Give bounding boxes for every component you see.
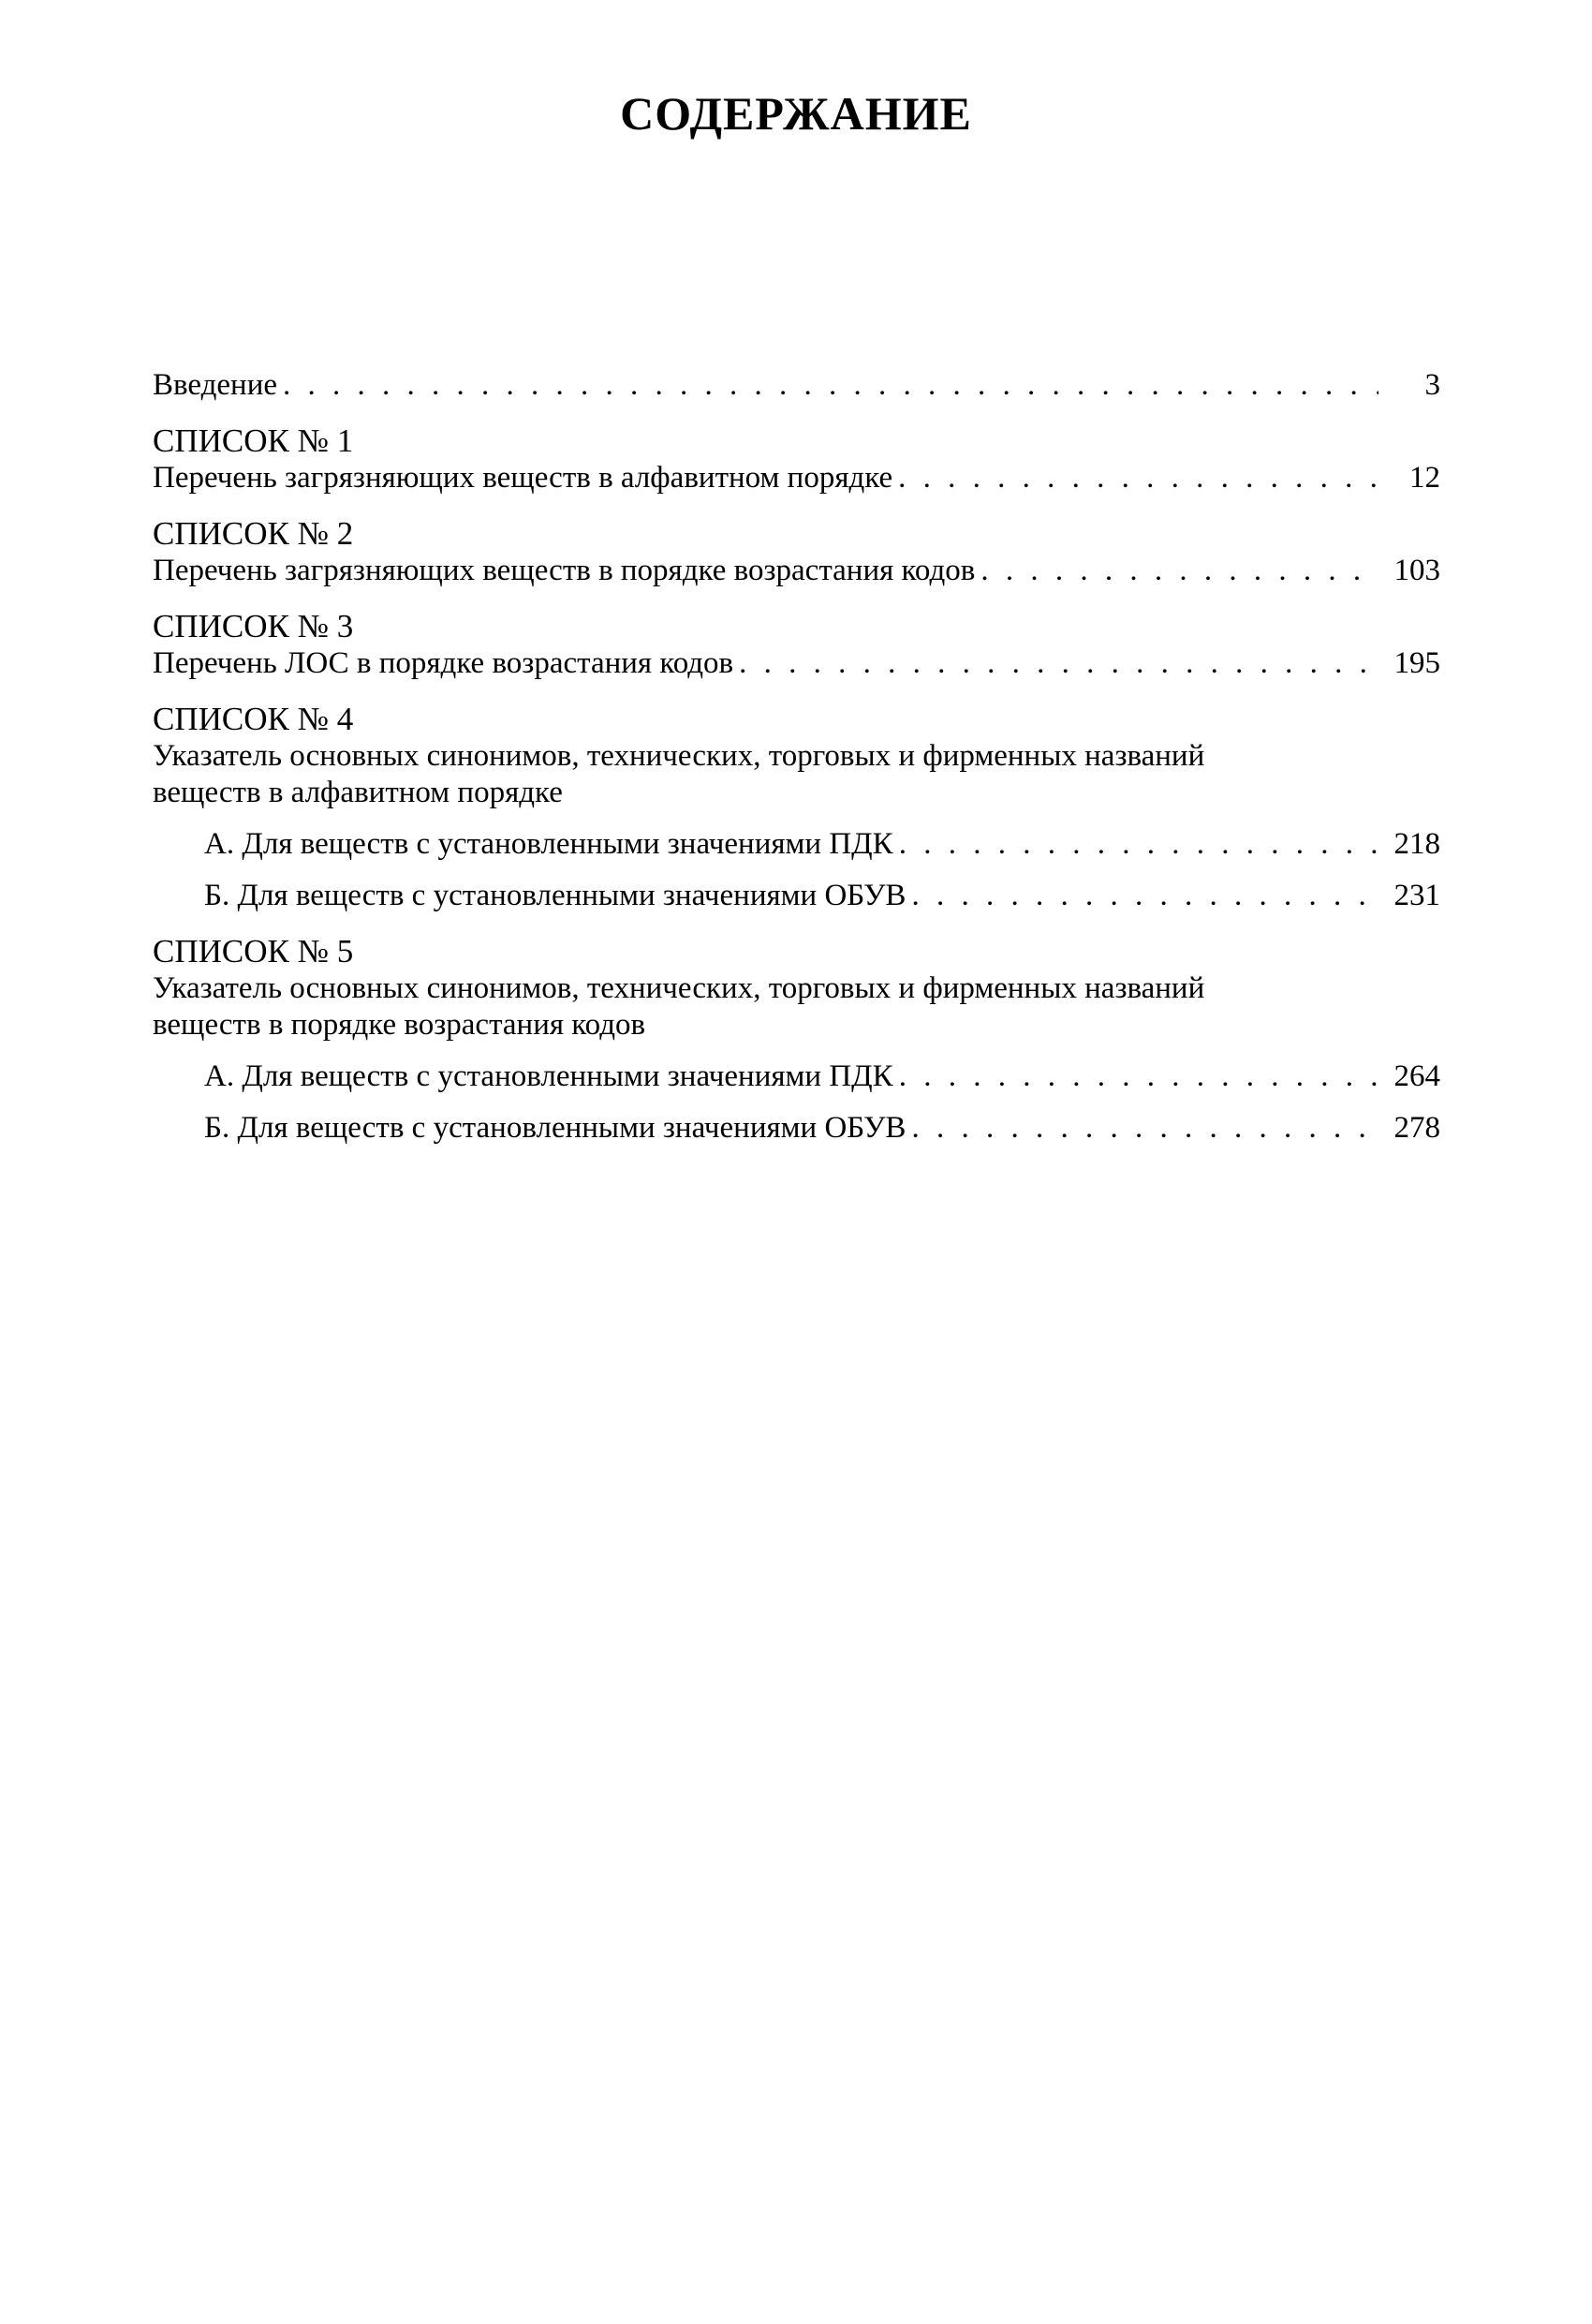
- toc-subentry[interactable]: [153, 1110, 1440, 1147]
- list-heading: СПИСОК № 2: [153, 515, 354, 552]
- dot-leader: [283, 367, 1378, 404]
- page-number: 195: [1393, 646, 1440, 680]
- toc-entry-list-5: [153, 933, 1440, 1147]
- toc-subentry[interactable]: [153, 1058, 1440, 1095]
- toc-entry-list-2: [153, 515, 1440, 589]
- list-heading: СПИСОК № 5: [153, 933, 354, 970]
- page-number: 3: [1424, 368, 1440, 402]
- toc-entry-list-1: [153, 422, 1440, 496]
- dot-leader: [980, 553, 1378, 589]
- toc-entry-label: А. Для веществ с установленными значениями ПДК: [204, 827, 893, 861]
- list-description: Указатель основных синонимов, технических, торговых и фирменных названий: [153, 739, 1205, 773]
- toc-entry-label: Перечень ЛОС в порядке возрастания кодов: [153, 646, 734, 680]
- toc-entry-label: А. Для веществ с установленными значениями ПДК: [204, 1059, 893, 1093]
- dot-leader: [911, 1110, 1378, 1147]
- toc-subentry[interactable]: [153, 826, 1440, 863]
- page-number: 12: [1409, 461, 1440, 495]
- toc-entry-label: Введение: [153, 368, 278, 402]
- toc-line[interactable]: [153, 367, 1440, 404]
- page-number: 218: [1393, 827, 1440, 861]
- toc-entry-list-4: [153, 701, 1440, 914]
- toc-entry-intro: [153, 367, 1440, 404]
- table-of-contents: [153, 367, 1440, 1147]
- list-description: Указатель основных синонимов, технических, торговых и фирменных названий: [153, 971, 1205, 1005]
- page-number: 278: [1393, 1111, 1440, 1145]
- list-heading: СПИСОК № 3: [153, 608, 354, 644]
- toc-entry-list-3: [153, 608, 1440, 682]
- toc-line[interactable]: [153, 645, 1440, 682]
- list-description: веществ в порядке возрастания кодов: [153, 1008, 646, 1042]
- page-number: 231: [1393, 879, 1440, 912]
- list-heading: СПИСОК № 1: [153, 422, 354, 459]
- toc-entry-label: Б. Для веществ с установленными значениями ОБУВ: [204, 879, 907, 912]
- dot-leader: [899, 1058, 1378, 1095]
- page-number: 103: [1393, 554, 1440, 587]
- toc-entry-label: Б. Для веществ с установленными значениями ОБУВ: [204, 1111, 907, 1145]
- toc-subentry[interactable]: [153, 878, 1440, 914]
- dot-leader: [739, 645, 1378, 682]
- page-number: 264: [1393, 1059, 1440, 1093]
- dot-leader: [911, 878, 1378, 914]
- dot-leader: [898, 460, 1378, 496]
- list-heading: СПИСОК № 4: [153, 701, 354, 737]
- page-title: СОДЕРЖАНИЕ: [620, 87, 972, 140]
- dot-leader: [899, 826, 1378, 863]
- toc-line[interactable]: [153, 460, 1440, 496]
- list-description: веществ в алфавитном порядке: [153, 776, 563, 809]
- toc-entry-label: Перечень загрязняющих веществ в алфавитном порядке: [153, 461, 893, 495]
- toc-entry-label: Перечень загрязняющих веществ в порядке возрастания кодов: [153, 554, 976, 587]
- toc-line[interactable]: [153, 553, 1440, 589]
